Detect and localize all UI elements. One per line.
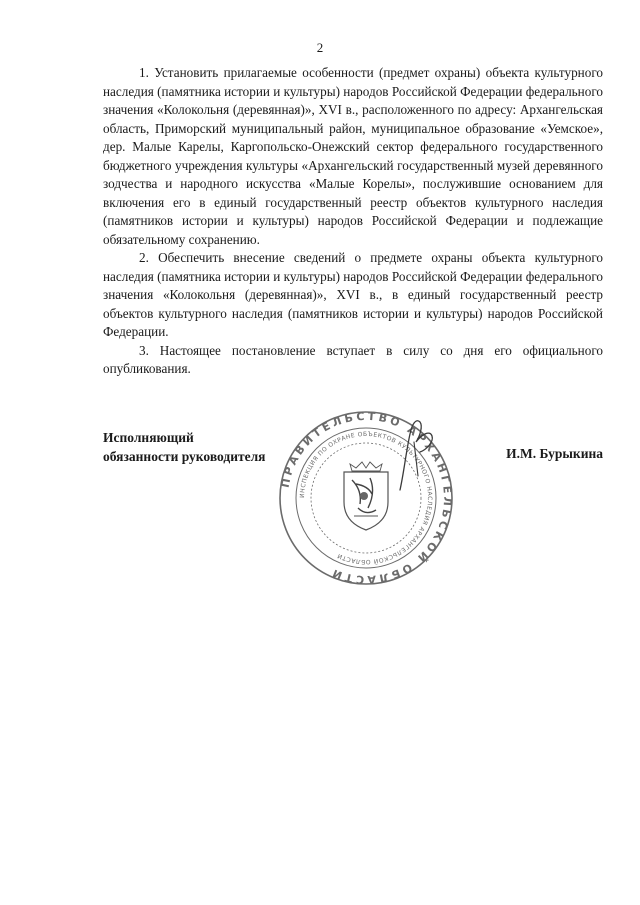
seal-outer-text: ПРАВИТЕЛЬСТВО АРХАНГЕЛЬСКОЙ ОБЛАСТИ	[278, 410, 454, 586]
document-body	[103, 64, 603, 379]
signatory-title	[103, 428, 266, 466]
paragraph-3: 3. Настоящее постановление вступает в силу со дня его официального опубликования.	[103, 342, 603, 376]
signatory-name: И.М. Бурыкина	[506, 446, 603, 461]
signatory-title-line-2: обязанности руководителя	[103, 449, 266, 464]
handwritten-signature	[370, 412, 460, 502]
page-number: 2	[316, 40, 324, 55]
paragraph-2: 2. Обеспечить внесение сведений о предмете охраны объекта культурного наследия (памятника истории и культуры) народов Российской Федерации федерального значения «Колокольня (деревянная)», XVI в., в единый государственный реестр объектов культурного наследия (памятников истории и культуры) народов Российской Федерации.	[103, 250, 603, 339]
signatory-title-line-1: Исполняющий	[103, 430, 194, 445]
seal-inner-text: ИНСПЕКЦИЯ ПО ОХРАНЕ ОБЪЕКТОВ КУЛЬТУРНОГО НАСЛЕДИЯ АРХАНГЕЛЬСКОЙ ОБЛАСТИ	[298, 430, 434, 566]
paragraph-1: 1. Установить прилагаемые особенности (предмет охраны) объекта культурного наследия (памятника истории и культуры) народов Российской Федерации федерального значения «Колокольня (деревянная)», XVI в., расположенного по адресу: Архангельская область, Приморский муниципальный район, муниципальное образование «Уемское», дер. Малые Карелы, Каргопольско-Онежский сектор федерального государственного бюджетного учреждения культуры «Архангельский государственный музей деревянного зодчества и народного искусства «Малые Корелы», послужившие основанием для включения его в единый государственный реестр объектов культурного наследия (памятников истории и культуры) народов Российской Федерации и подлежащие обязательному сохранению.	[103, 65, 603, 247]
